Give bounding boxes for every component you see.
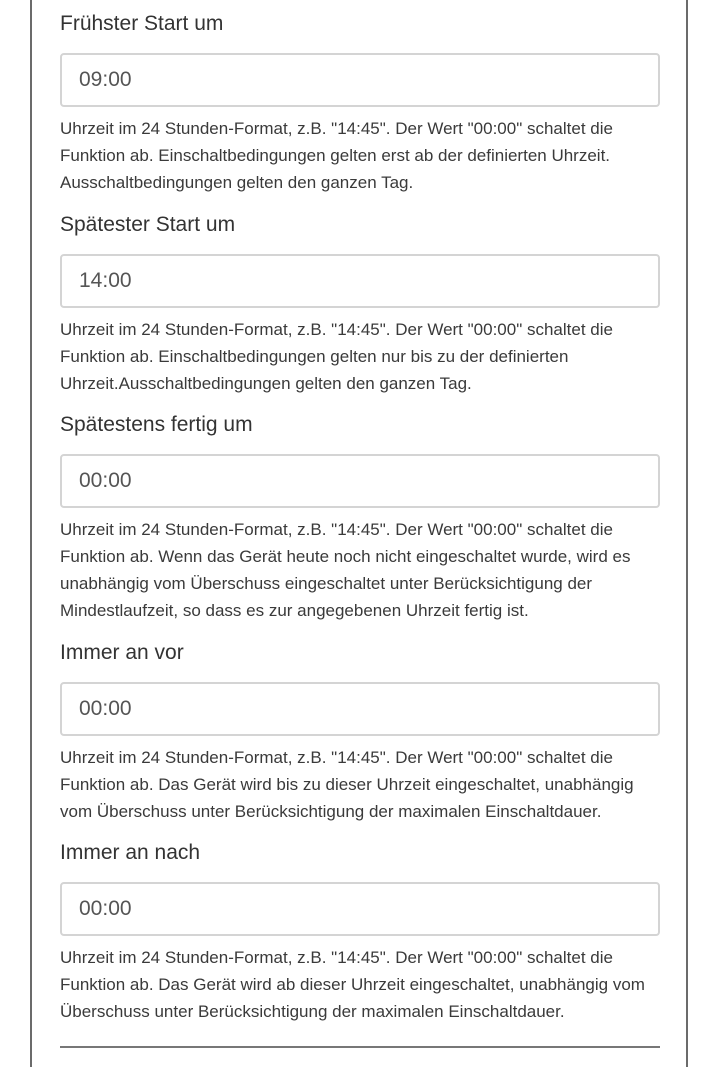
always-on-after-label: Immer an nach bbox=[60, 841, 201, 864]
always-on-before-input[interactable] bbox=[60, 682, 660, 736]
always-on-before-label: Immer an vor bbox=[60, 641, 184, 664]
earliest-start-field bbox=[60, 10, 660, 196]
latest-start-label: Spätester Start um bbox=[60, 213, 236, 236]
latest-start-help: Uhrzeit im 24 Stunden-Format, z.B. "14:45". Der Wert "00:00" schaltet die Funktion ab. Einschaltbedingungen gelten nur bis zu der definierten Uhrzeit.Ausschaltbedingungen gelten den ganzen Tag. bbox=[60, 320, 613, 393]
section-divider bbox=[60, 1046, 660, 1048]
latest-finish-field bbox=[60, 411, 660, 624]
always-on-before-field bbox=[60, 639, 660, 825]
earliest-start-input[interactable] bbox=[60, 53, 660, 107]
always-on-after-input[interactable] bbox=[60, 882, 660, 936]
latest-finish-help: Uhrzeit im 24 Stunden-Format, z.B. "14:45". Der Wert "00:00" schaltet die Funktion ab. Wenn das Gerät heute noch nicht eingeschaltet wurde, wird es unabhängig vom Überschuss eingeschaltet unter Berücksichtigung der Mindestlaufzeit, so dass es zur angegebenen Uhrzeit fertig ist. bbox=[60, 520, 631, 620]
latest-finish-label: Spätestens fertig um bbox=[60, 413, 253, 436]
always-on-after-help: Uhrzeit im 24 Stunden-Format, z.B. "14:45". Der Wert "00:00" schaltet die Funktion ab. Das Gerät wird ab dieser Uhrzeit eingeschaltet, unabhängig vom Überschuss unter Berücksichtigung der maximalen Einschaltdauer. bbox=[60, 948, 645, 1021]
latest-start-input[interactable] bbox=[60, 254, 660, 308]
earliest-start-help: Uhrzeit im 24 Stunden-Format, z.B. "14:45". Der Wert "00:00" schaltet die Funktion ab. Einschaltbedingungen gelten erst ab der definierten Uhrzeit. Ausschaltbedingungen gelten den ganzen Tag. bbox=[60, 119, 613, 192]
latest-start-field bbox=[60, 211, 660, 397]
always-on-after-field bbox=[60, 839, 660, 1025]
earliest-start-label: Frühster Start um bbox=[60, 12, 224, 35]
always-on-before-help: Uhrzeit im 24 Stunden-Format, z.B. "14:45". Der Wert "00:00" schaltet die Funktion ab. Das Gerät wird bis zu dieser Uhrzeit eingeschaltet, unabhängig vom Überschuss unter Berücksichtigung der maximalen Einschaltdauer. bbox=[60, 748, 634, 821]
latest-finish-input[interactable] bbox=[60, 454, 660, 508]
